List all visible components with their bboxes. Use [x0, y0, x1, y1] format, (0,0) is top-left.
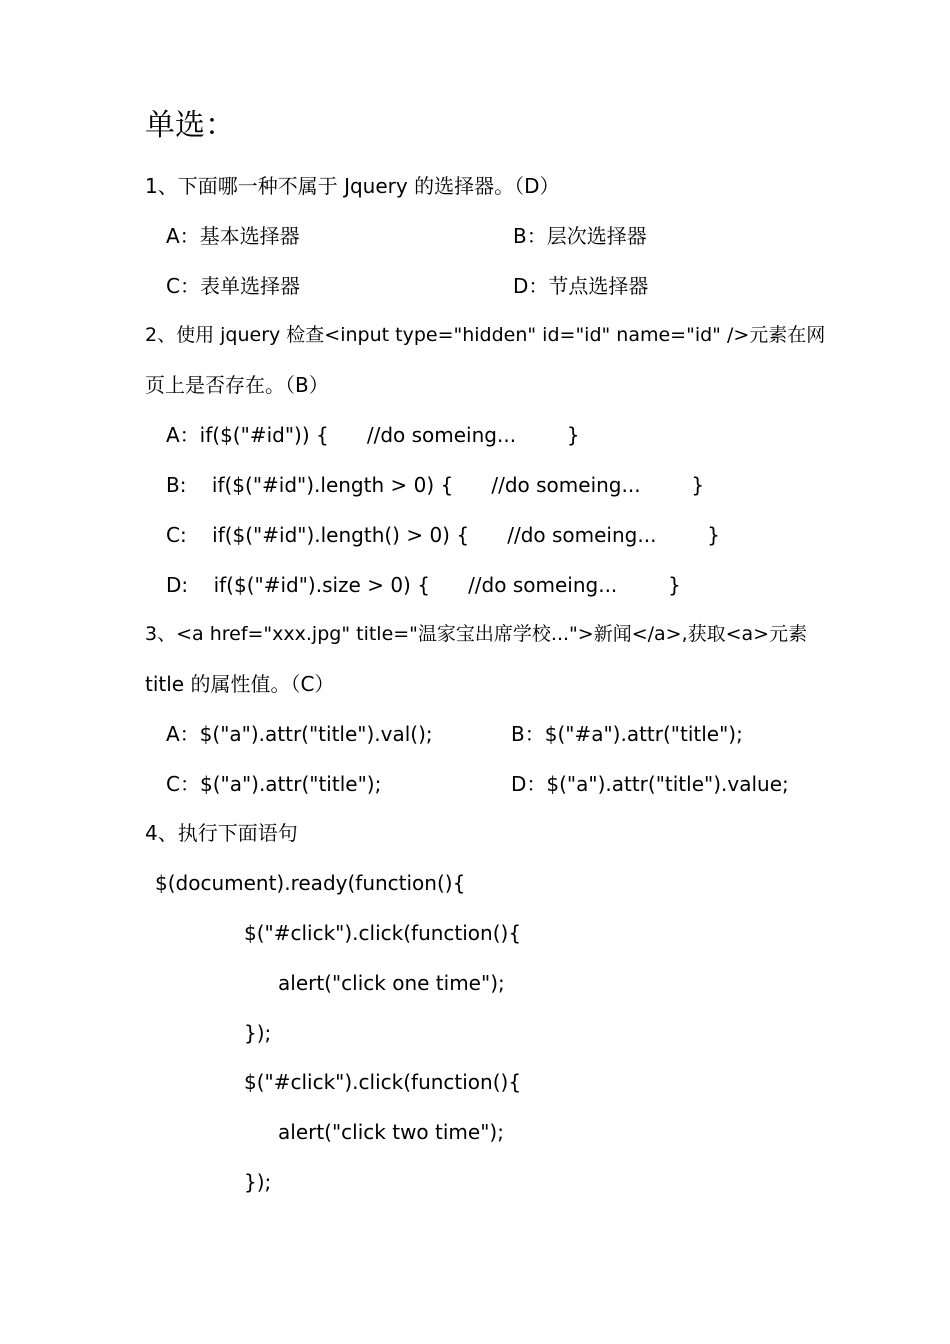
question-3-text-line-1: 3、<a href="xxx.jpg" title="温家宝出席学校...">新闻</a>,获取<a>元素	[145, 623, 808, 645]
question-2-option-d: D: if($("#id").size > 0) { //do someing... }	[166, 573, 681, 597]
question-2-option-b: B: if($("#id").length > 0) { //do someing... }	[166, 473, 705, 497]
code-line: $("#click").click(function(){	[244, 921, 522, 945]
code-line: $("#click").click(function(){	[244, 1070, 522, 1094]
question-3-text-line-2: title 的属性值。（C）	[145, 672, 335, 696]
question-3-option-c: C：$("a").attr("title");	[166, 772, 382, 796]
question-4-text: 4、执行下面语句	[145, 821, 298, 845]
code-line: });	[244, 1170, 272, 1194]
question-1-option-b: B：层次选择器	[513, 224, 647, 248]
code-line: alert("click one time");	[278, 971, 505, 995]
question-2-option-a: A：if($("#id")) { //do someing... }	[166, 423, 580, 447]
question-1-text: 1、下面哪一种不属于 Jquery 的选择器。（D）	[145, 174, 560, 198]
question-1-option-d: D：节点选择器	[513, 274, 649, 298]
question-1-option-c: C：表单选择器	[166, 274, 300, 298]
question-1-option-a: A：基本选择器	[166, 224, 300, 248]
question-2-option-c: C: if($("#id").length() > 0) { //do someing... }	[166, 523, 721, 547]
question-2-text-line-2: 页上是否存在。（B）	[145, 373, 329, 397]
code-line: alert("click two time");	[278, 1120, 504, 1144]
question-3-option-b: B：$("#a").attr("title");	[511, 722, 743, 746]
code-line: $(document).ready(function(){	[155, 871, 466, 895]
question-3-option-d: D：$("a").attr("title").value;	[511, 772, 789, 796]
question-3-option-a: A：$("a").attr("title").val();	[166, 722, 433, 746]
section-heading: 单选：	[145, 108, 235, 143]
code-line: });	[244, 1021, 272, 1045]
question-2-text-line-1: 2、使用 jquery 检查<input type="hidden" id="id" name="id" />元素在网	[145, 324, 826, 346]
